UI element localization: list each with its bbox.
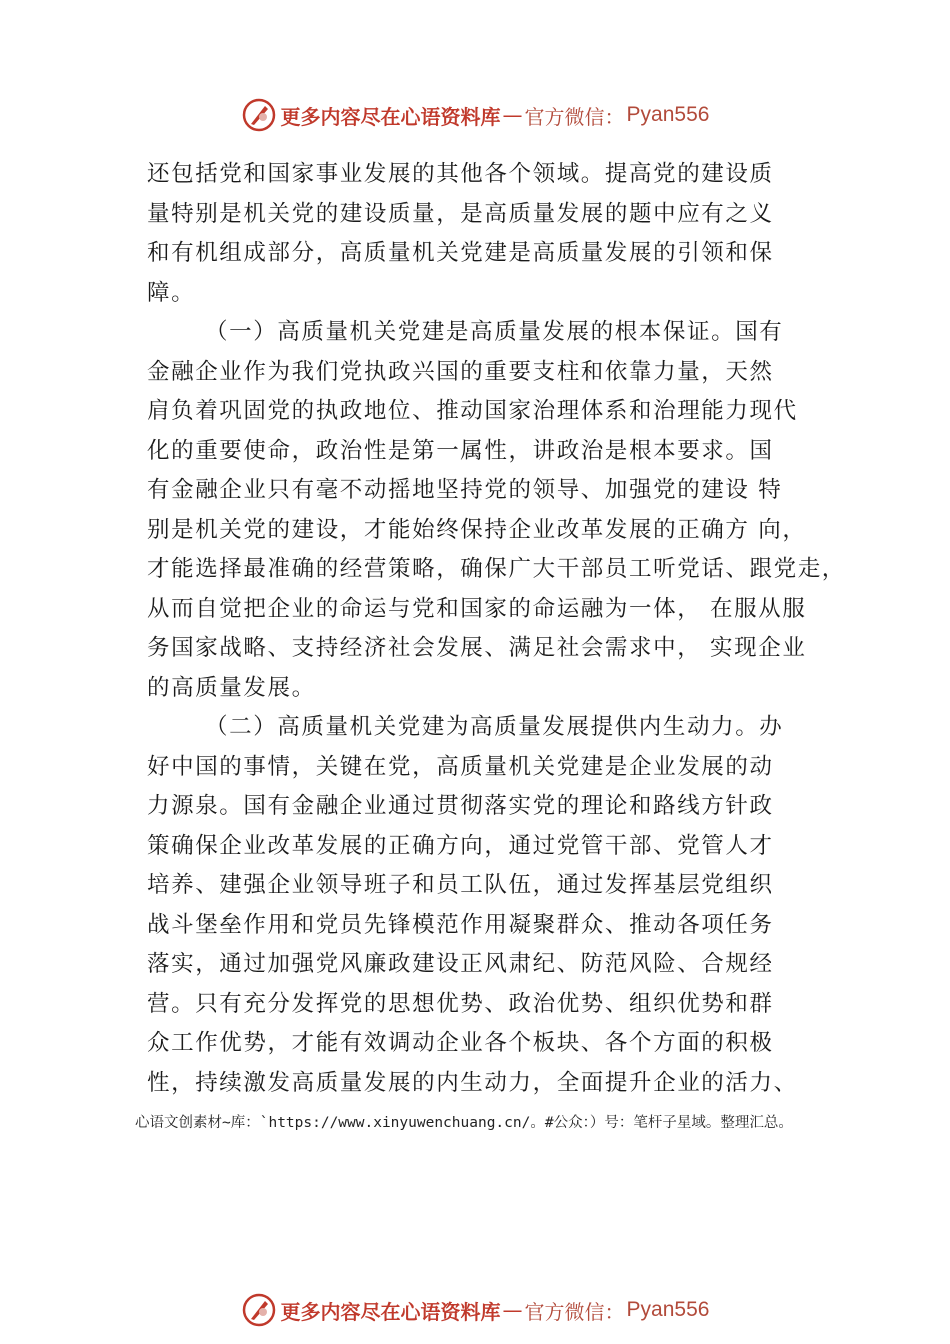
text-line: 落实，通过加强党风廉政建设正风肃纪、防范风险、合规经 (147, 951, 774, 977)
quill-pen-logo-icon (241, 97, 277, 133)
footer-banner (0, 1290, 950, 1330)
text-line: 金融企业作为我们党执政兴国的重要支柱和依靠力量，天然 (147, 358, 774, 385)
text-line: 别是机关党的建设，才能始终保持企业改革发展的正确方 向， (147, 516, 807, 543)
text-line: 众工作优势，才能有效调动企业各个板块、各个方面的积极 (147, 1030, 774, 1056)
banner-title: 更多内容尽在心语资料库 (280, 1299, 501, 1324)
text-line: 化的重要使命，政治性是第一属性，讲政治是根本要求。国 (147, 437, 774, 464)
text-line: （二）高质量机关党建为高质量发展提供内生动力。办 (205, 714, 784, 740)
text-line: 好中国的事情，关键在党，高质量机关党建是企业发展的动 (147, 753, 774, 780)
quill-pen-logo-icon (241, 1292, 277, 1328)
text-line: 障。 (147, 279, 196, 306)
header-banner (0, 95, 950, 135)
text-line: 培养、建强企业领导班子和员工队伍，通过发挥基层党组织 (147, 872, 774, 898)
banner-wechat-id: Pyan556 (626, 1298, 710, 1321)
banner-title: 更多内容尽在心语资料库 (280, 104, 501, 129)
text-line: 务国家战略、支持经济社会发展、满足社会需求中， 实现企业 (147, 635, 807, 661)
banner-wechat-id: Pyan556 (626, 103, 710, 126)
banner-separator: — (502, 103, 523, 127)
document-body (147, 155, 846, 1103)
text-line: （一）高质量机关党建是高质量发展的根本保证。国有 (205, 319, 784, 345)
text-line: 还包括党和国家事业发展的其他各个领域。提高党的建设质 (147, 161, 774, 187)
banner-label: 官方微信： (524, 1299, 625, 1324)
footer-source-note: 心语文创素材~库：`https://www.xinyuwenchuang.cn/。#公众：）号：笔杆子星域。整理汇总。 (135, 1115, 793, 1131)
text-line: 量特别是机关党的建设质量，是高质量发展的题中应有之义 (147, 200, 774, 227)
text-line: 性，持续激发高质量发展的内生动力，全面提升企业的活力、 (147, 1069, 798, 1096)
banner-separator: — (502, 1298, 523, 1322)
text-line: 力源泉。国有金融企业通过贯彻落实党的理论和路线方针政 (147, 793, 774, 819)
text-line: 策确保企业改革发展的正确方向，通过党管干部、党管人才 (147, 832, 774, 859)
text-line: 战斗堡垒作用和党员先锋模范作用凝聚群众、推动各项任务 (147, 911, 774, 938)
text-line: 有金融企业只有毫不动摇地坚持党的领导、加强党的建设 特 (147, 477, 783, 503)
text-line: 和有机组成部分，高质量机关党建是高质量发展的引领和保 (147, 240, 774, 266)
text-line: 从而自觉把企业的命运与党和国家的命运融为一体， 在服从服 (147, 595, 807, 622)
text-line: 营。只有充分发挥党的思想优势、政治优势、组织优势和群 (147, 990, 774, 1017)
banner-label: 官方微信： (524, 104, 625, 129)
text-line: 的高质量发展。 (147, 674, 316, 701)
text-line: 才能选择最准确的经营策略，确保广大干部员工听党话、跟党走， (147, 556, 846, 582)
text-line: 肩负着巩固党的执政地位、推动国家治理体系和治理能力现代 (147, 398, 798, 424)
